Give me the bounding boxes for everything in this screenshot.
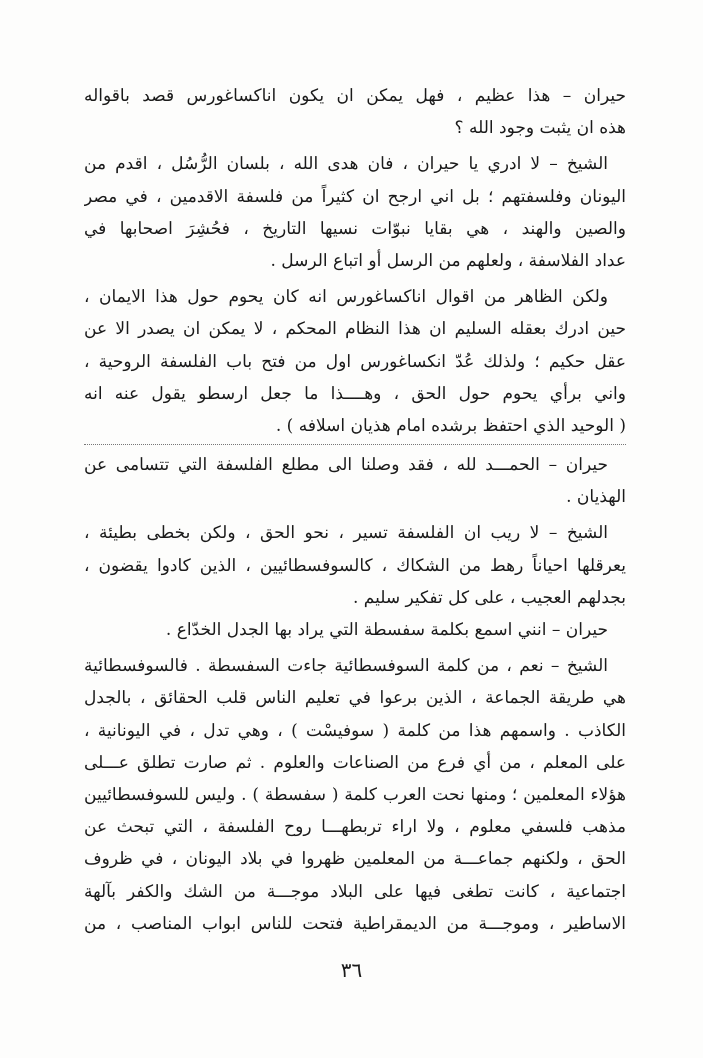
text-line: هذه ان يثبت وجود الله ؟ xyxy=(454,118,626,139)
text-line: ( الوحيد الذي احتفظ برشده امام هذيان اسلافه ) . xyxy=(275,415,626,436)
text-line: يعرقلها احياناً رهط من الشكاك ، كالسوفسطائيين ، الذين كادوا يقضون ، xyxy=(84,555,626,576)
text-line: مذهب فلسفي معلوم ، ولا اراء تربطهـــا روح الفلسفة ، التي تبحث عن xyxy=(84,817,626,838)
text-line: حيران – هذا عظيم ، فهل يمكن ان يكون اناكساغورس قصد باقواله xyxy=(84,86,626,106)
text-line: الشيخ – لا ريب ان الفلسفة تسير ، نحو الحق ، ولكن بخطى بطيئة ، xyxy=(84,523,608,544)
text-line: الحق ، ولكنهم جماعـــة من المعلمين ظهروا في بلاد اليونان ، في ظروف xyxy=(84,849,626,870)
text-line: الشيخ – لا ادري يا حيران ، فان هدى الله ، بلسان الرُّسُل ، اقدم من xyxy=(84,154,608,175)
text-line: واني برأي يحوم حول الحق ، وهــــذا ما جعل ارسطو يقول عنه انه xyxy=(84,383,626,404)
text-line: عداد الفلاسفة ، ولعلهم من الرسل أو اتباع الرسل . xyxy=(270,250,626,271)
text-line: اجتماعية ، كانت تطغى فيها على البلاد موجـــة من الشك والكفر بآلهة xyxy=(84,881,626,902)
text-line: هؤلاء المعلمين ؛ ومنها نحت العرب كلمة ( سفسطة ) . وليس للسوفسطائيين xyxy=(84,784,626,805)
text-line: الهذيان . xyxy=(566,487,626,508)
text-line: عقل حكيم ؛ ولذلك عُدّ انكساغورس اول من فتح باب الفلسفة الروحية ، xyxy=(84,351,626,372)
text-line: الشيخ – نعم ، من كلمة السوفسطائية جاءت السفسطة . فالسوفسطائية xyxy=(84,656,608,677)
dotted-separator xyxy=(84,444,626,445)
page-number: ٣٦ xyxy=(340,958,363,982)
text-line: هي طريقة الجماعة ، الذين برعوا في تعليم الناس قلب الحقائق ، بالجدل xyxy=(84,688,626,709)
text-line: الاساطير ، وموجـــة من الديمقراطية فتحت للناس ابواب المناصب ، من xyxy=(84,913,626,934)
text-line: ولكن الظاهر من اقوال اناكساغورس انه كان يحوم حول هذا الايمان ، xyxy=(84,287,608,308)
text-line: اليونان وفلسفتهم ؛ بل اني ارجح ان كثيراً من فلسفة الاقدمين ، في مصر xyxy=(84,186,626,207)
text-line: حين ادرك بعقله السليم ان هذا النظام المحكم ، لا يمكن ان يصدر الا عن xyxy=(84,319,626,340)
text-line: حيران – انني اسمع بكلمة سفسطة التي يراد بها الجدل الخدّاع . xyxy=(165,620,608,640)
page-body-text xyxy=(84,80,626,940)
text-line: والصين والهند ، هي بقايا نبوّات نسيها التاريخ ، فحُشِرَ اصحابها في xyxy=(84,218,626,239)
text-line: حيران – الحمـــد لله ، فقد وصلنا الى مطلع الفلسفة التي تتسامى عن xyxy=(84,455,608,476)
text-line: على المعلم ، من أي فرع من الصناعات والعلوم . ثم صارت تطلق عـــلى xyxy=(84,752,626,773)
text-line: الكاذب . واسمهم هذا من كلمة ( سوفيسْت ) ، وهي تدل ، في اليونانية ، xyxy=(84,720,626,741)
text-line: بجدلهم العجيب ، على كل تفكير سليم . xyxy=(352,587,626,608)
